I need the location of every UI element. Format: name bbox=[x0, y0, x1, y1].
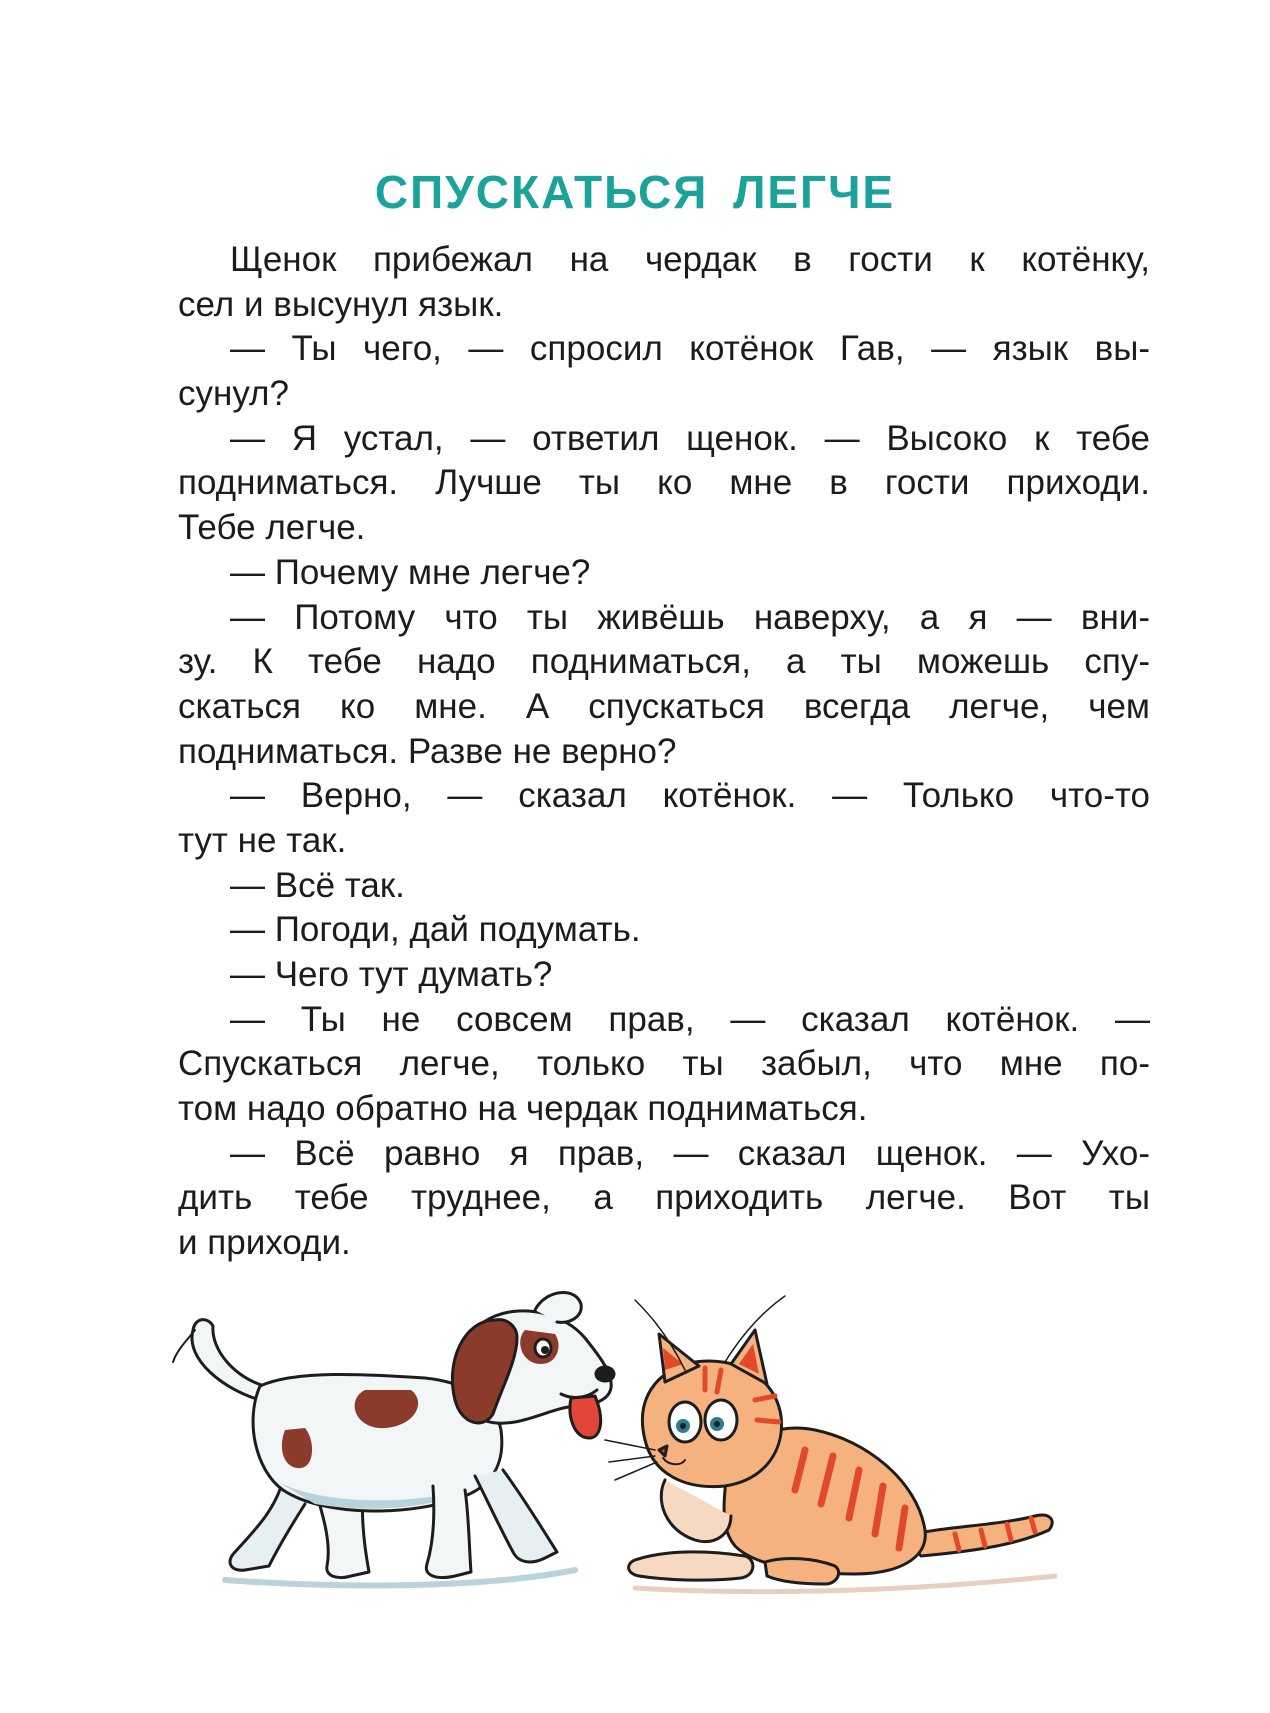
story-line: — Потому что ты живёшь наверху, а я — вни- bbox=[230, 597, 1150, 637]
puppy-illustration bbox=[173, 1293, 614, 1586]
story-title: СПУСКАТЬСЯ ЛЕГЧЕ bbox=[374, 166, 896, 218]
story-line: сунул? bbox=[178, 374, 289, 414]
story-line: Щенок прибежал на чердак в гости к котёнку, bbox=[230, 240, 1150, 279]
story-line: подниматься. Лучше ты ко мне в гости приходи. bbox=[178, 463, 1150, 503]
puppy-and-kitten-illustration bbox=[165, 1290, 1165, 1610]
story-line: — Ты не совсем прав, — сказал котёнок. — bbox=[230, 999, 1150, 1039]
story-line: том надо обратно на чердак подниматься. bbox=[178, 1089, 868, 1129]
story-line: — Всё равно я прав, — сказал щенок. — Ухо- bbox=[230, 1133, 1150, 1173]
story-line: — Верно, — сказал котёнок. — Только что-то bbox=[230, 776, 1150, 816]
story-line: сел и высунул язык. bbox=[178, 284, 504, 324]
story-line: скаться ко мне. А спускаться всегда легче, чем bbox=[178, 686, 1150, 726]
kitten-illustration bbox=[605, 1296, 1055, 1592]
story-line: — Ты чего, — спросил котёнок Гав, — язык вы- bbox=[230, 329, 1150, 369]
story-text bbox=[178, 238, 1150, 1266]
story-line: — Почему мне легче? bbox=[230, 552, 591, 592]
story-line: зу. К тебе надо подниматься, а ты можешь спу- bbox=[178, 642, 1150, 682]
story-line: Тебе легче. bbox=[178, 508, 366, 548]
story-line: — Я устал, — ответил щенок. — Высоко к тебе bbox=[230, 418, 1150, 458]
story-line: — Чего тут думать? bbox=[230, 955, 553, 994]
story-line: и приходи. bbox=[178, 1223, 351, 1263]
story-line: — Погоди, дай подумать. bbox=[230, 910, 641, 950]
story-line: подниматься. Разве не верно? bbox=[178, 731, 677, 771]
story-line: тут не так. bbox=[178, 820, 347, 860]
story-line: дить тебе труднее, а приходить легче. Вот ты bbox=[178, 1178, 1150, 1218]
story-line: — Всё так. bbox=[230, 865, 405, 905]
story-line: Спускаться легче, только ты забыл, что мне по- bbox=[178, 1044, 1150, 1084]
